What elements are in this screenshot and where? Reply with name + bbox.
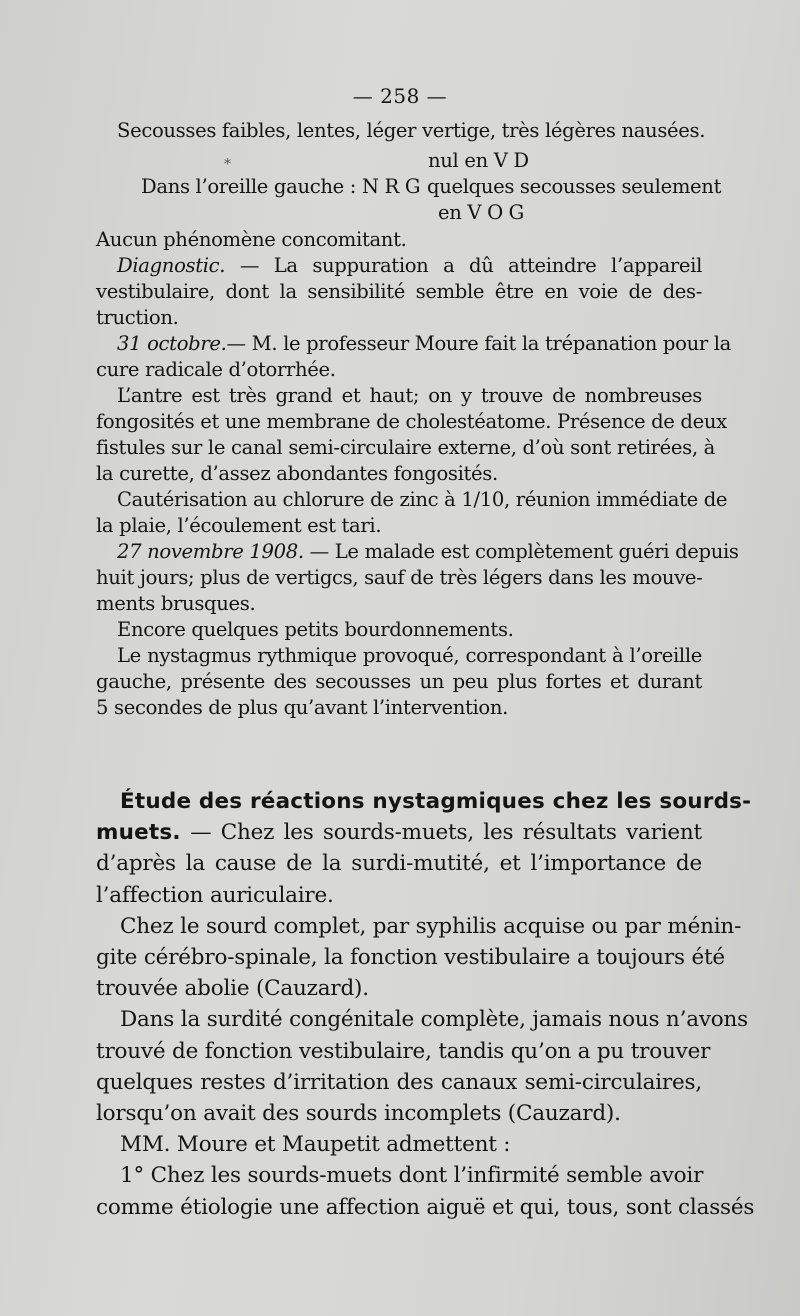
study-p1-text: — Chez les sourds-muets, les résultats varient (190, 820, 702, 846)
nystagmus-line-2: gauche, présente des secousses un peu plus fortes et durant (96, 670, 702, 693)
exam-vog-line-1: quelques secousses seulement (427, 175, 722, 198)
nystagmus-line-1: Le nystagmus rythmique provoqué, correspondant à l’oreille (117, 644, 702, 667)
diagnostic-text: — La suppuration a dû atteindre l’appareil (239, 254, 702, 277)
study-p2-line-3: trouvée abolie (Cauzard). (96, 976, 369, 1002)
exam-vog-line-2: en V O G (438, 201, 524, 224)
study-p3-line-1: Dans la surdité congénitale complète, jamais nous n’avons (120, 1007, 749, 1033)
november-text: — Le malade est complètement guéri depuis (309, 540, 739, 563)
study-p3-line-3: quelques restes d’irritation des canaux semi-circulaires, (96, 1069, 702, 1095)
bourdonnements-line: Encore quelques petits bourdonnements. (117, 618, 514, 641)
antre-line-1: L’antre est très grand et haut; on y trouve de nombreuses (117, 384, 702, 407)
study-p3-line-2: trouvé de fonction vestibulaire, tandis qu’on a pu trouver (96, 1038, 711, 1064)
october-line-2: cure radicale d’otorrhée. (96, 358, 336, 381)
study-p5-line-1: 1° Chez les sourds-muets dont l’infirmité semble avoir (120, 1163, 704, 1189)
study-p2-line-1: Chez le sourd complet, par syphilis acquise ou par ménin- (120, 913, 742, 939)
november-line-2: huit jours; plus de vertigcs, sauf de très légers dans les mouve- (96, 566, 703, 589)
study-p1-line-1 (96, 817, 702, 848)
exam-vd: nul en V D (428, 149, 529, 172)
diagnostic-line-3: truction. (96, 306, 179, 329)
study-p1-line-2: d’après la cause de la surdi-mutité, et l’importance de (96, 851, 702, 877)
cauterisation-line-1: Cautérisation au chlorure de zinc à 1/10, réunion immédiate de (117, 488, 728, 511)
exam-no-phenomenon: Aucun phénomène concomitant. (96, 228, 407, 251)
section-heading (96, 786, 752, 817)
october-label: 31 octobre. (117, 332, 227, 355)
study-section (96, 786, 755, 1223)
diagnostic-label: Diagnostic. (117, 254, 226, 277)
page-number: — 258 — (352, 84, 448, 108)
study-p4: MM. Moure et Maupetit admettent : (120, 1132, 511, 1158)
october-line-1 (96, 331, 731, 357)
study-p2-line-2: gite cérébro-spinale, la fonction vestibulaire a toujours été (96, 945, 725, 971)
november-line-3: ments brusques. (96, 592, 256, 615)
case-text (96, 227, 739, 721)
section-heading-end: muets. (96, 820, 181, 846)
november-label: 27 novembre 1908. (117, 540, 304, 563)
ink-smudge: ⁎ (224, 152, 231, 168)
antre-line-2: fongosités et une membrane de cholestéatome. Présence de deux (96, 410, 727, 433)
november-line-1 (96, 539, 739, 565)
nystagmus-line-3: 5 secondes de plus qu’avant l’intervention. (96, 696, 509, 719)
study-p5-line-2: comme étiologie une affection aiguë et qui, tous, sont classés (96, 1194, 755, 1220)
exam-line-1: Secousses faibles, lentes, léger vertige, très légères nausées. (117, 119, 706, 142)
study-p1-line-3: l’affection auriculaire. (96, 882, 334, 908)
section-heading-text: Étude des réactions nystagmiques chez les sourds- (120, 789, 752, 814)
study-p3-line-4: lorsqu’on avait des sourds incomplets (Cauzard). (96, 1101, 621, 1127)
october-text: — M. le professeur Moure fait la trépanation pour la (226, 332, 731, 355)
diagnostic-line-1 (96, 253, 702, 279)
cauterisation-line-2: la plaie, l’écoulement est tari. (96, 514, 382, 537)
antre-line-3: fistules sur le canal semi-circulaire externe, d’où sont retirées, à (96, 436, 715, 459)
diagnostic-line-2: vestibulaire, dont la sensibilité semble être en voie de des- (96, 280, 702, 303)
antre-line-4: la curette, d’assez abondantes fongosités. (96, 462, 498, 485)
exam-results (96, 118, 706, 144)
exam-left-ear-label: Dans l’oreille gauche : N R G (141, 175, 421, 198)
